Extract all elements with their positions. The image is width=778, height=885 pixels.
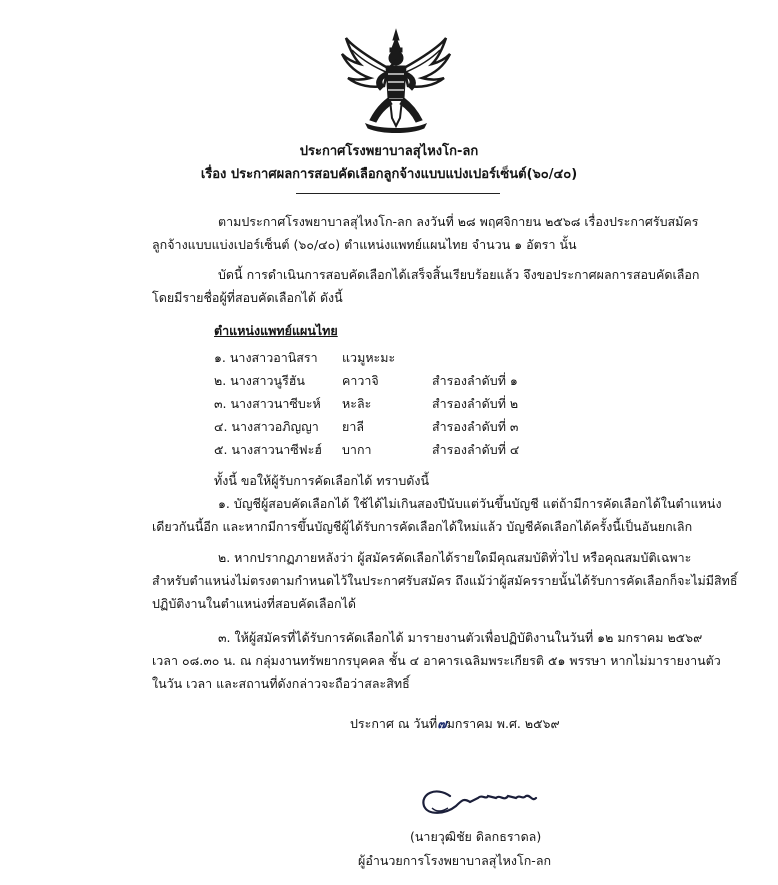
announcement-subject: เรื่อง ประกาศผลการสอบคัดเลือกลูกจ้างแบบแบ่งเปอร์เซ็นต์(๖๐/๔๐) <box>200 167 578 182</box>
garuda-emblem-icon <box>340 28 452 138</box>
page-title: ประกาศโรงพยาบาลสุไหงโก-ลก <box>299 144 479 159</box>
condition-3-line-1: ๓. ให้ผู้สมัครที่ได้รับการคัดเลือกได้ มารายงานตัวเพื่อปฏิบัติงานในวันที่ ๑๒ มกราคม ๒๕๖๙ <box>218 630 703 645</box>
candidate-surname: ยาลี <box>342 419 365 434</box>
candidate-surname: บากา <box>342 442 372 457</box>
condition-1-line-1: ๑. บัญชีผู้สอบคัดเลือกได้ ใช้ได้ไม่เกินสองปีนับแต่วันขึ้นบัญชี แต่ถ้ามีการคัดเลือกได้ในตำแหน่ง <box>218 496 722 511</box>
candidate-name: ๓. นางสาวนาซีบะห์ <box>214 396 321 411</box>
condition-1-line-2: เดียวกันนี้อีก และหากมีการขึ้นบัญชีผู้ได้รับการคัดเลือกได้ใหม่แล้ว บัญชีคัดเลือกได้ครั้งนี้เป็นอันยกเลิก <box>152 519 693 534</box>
condition-2-line-3: ปฏิบัติงานในตำแหน่งที่สอบคัดเลือกได้ <box>152 596 356 611</box>
title-divider <box>296 193 500 194</box>
announcement-date <box>350 716 560 731</box>
candidate-surname: คาวาจิ <box>342 373 379 388</box>
condition-3-line-2: เวลา ๐๘.๓๐ น. ณ กลุ่มงานทรัพยากรบุคคล ชั้น ๔ อาคารเฉลิมพระเกียรติ ๕๑ พรรษา หากไม่มารายงานตัว <box>152 653 721 668</box>
candidate-status: สำรองลำดับที่ ๓ <box>432 419 519 434</box>
paragraph-1-line-1: ตามประกาศโรงพยาบาลสุไหงโก-ลก ลงวันที่ ๒๘ พฤศจิกายน ๒๕๖๘ เรื่องประกาศรับสมัคร <box>218 214 699 229</box>
paragraph-2-line-2: โดยมีรายชื่อผู้ที่สอบคัดเลือกได้ ดังนี้ <box>152 290 343 305</box>
paragraph-2-line-1: บัดนี้ การดำเนินการสอบคัดเลือกได้เสร็จสิ้นเรียบร้อยแล้ว จึงขอประกาศผลการสอบคัดเลือก <box>218 267 700 282</box>
date-day-handwritten: ๗ <box>437 716 447 731</box>
date-rest: มกราคม พ.ศ. ๒๕๖๙ <box>446 716 560 731</box>
signer-name: (นายวุฒิชัย ดิลกธราดล) <box>410 829 542 844</box>
condition-2-line-2: สำหรับตำแหน่งไม่ตรงตามกำหนดไว้ในประกาศรับสมัคร ถึงแม้ว่าผู้สมัครรายนั้นได้รับการคัดเลือกก็จะไม่มีสิทธิ์ <box>152 573 738 588</box>
candidate-status: สำรองลำดับที่ ๔ <box>432 442 520 457</box>
candidate-status: สำรองลำดับที่ ๑ <box>432 373 518 388</box>
candidate-status: สำรองลำดับที่ ๒ <box>432 396 519 411</box>
date-prefix: ประกาศ ณ วันที่ <box>350 716 438 731</box>
candidate-name: ๕. นางสาวนาซีฟะฮ์ <box>214 442 322 457</box>
notice-intro: ทั้งนี้ ขอให้ผู้รับการคัดเลือกได้ ทราบดังนี้ <box>214 473 430 488</box>
position-heading: ตำแหน่งแพทย์แผนไทย <box>214 323 338 338</box>
candidate-name: ๔. นางสาวอภิญญา <box>214 419 319 434</box>
handwritten-signature-icon <box>412 768 562 824</box>
condition-3-line-3: ในวัน เวลา และสถานที่ดังกล่าวจะถือว่าสละสิทธิ์ <box>152 676 410 691</box>
condition-2-line-1: ๒. หากปรากฏภายหลังว่า ผู้สมัครคัดเลือกได้รายใดมีคุณสมบัติทั่วไป หรือคุณสมบัติเฉพาะ <box>218 550 692 565</box>
candidate-name: ๑. นางสาวอานิสรา <box>214 350 318 365</box>
signer-title: ผู้อำนวยการโรงพยาบาลสุไหงโก-ลก <box>358 853 552 868</box>
candidate-surname: หะลิะ <box>342 396 372 411</box>
candidate-surname: แวมูหะมะ <box>342 350 396 365</box>
candidate-name: ๒. นางสาวนูรีฮัน <box>214 373 305 388</box>
paragraph-1-line-2: ลูกจ้างแบบแบ่งเปอร์เซ็นต์ (๖๐/๔๐) ตำแหน่งแพทย์แผนไทย จำนวน ๑ อัตรา นั้น <box>152 237 577 252</box>
